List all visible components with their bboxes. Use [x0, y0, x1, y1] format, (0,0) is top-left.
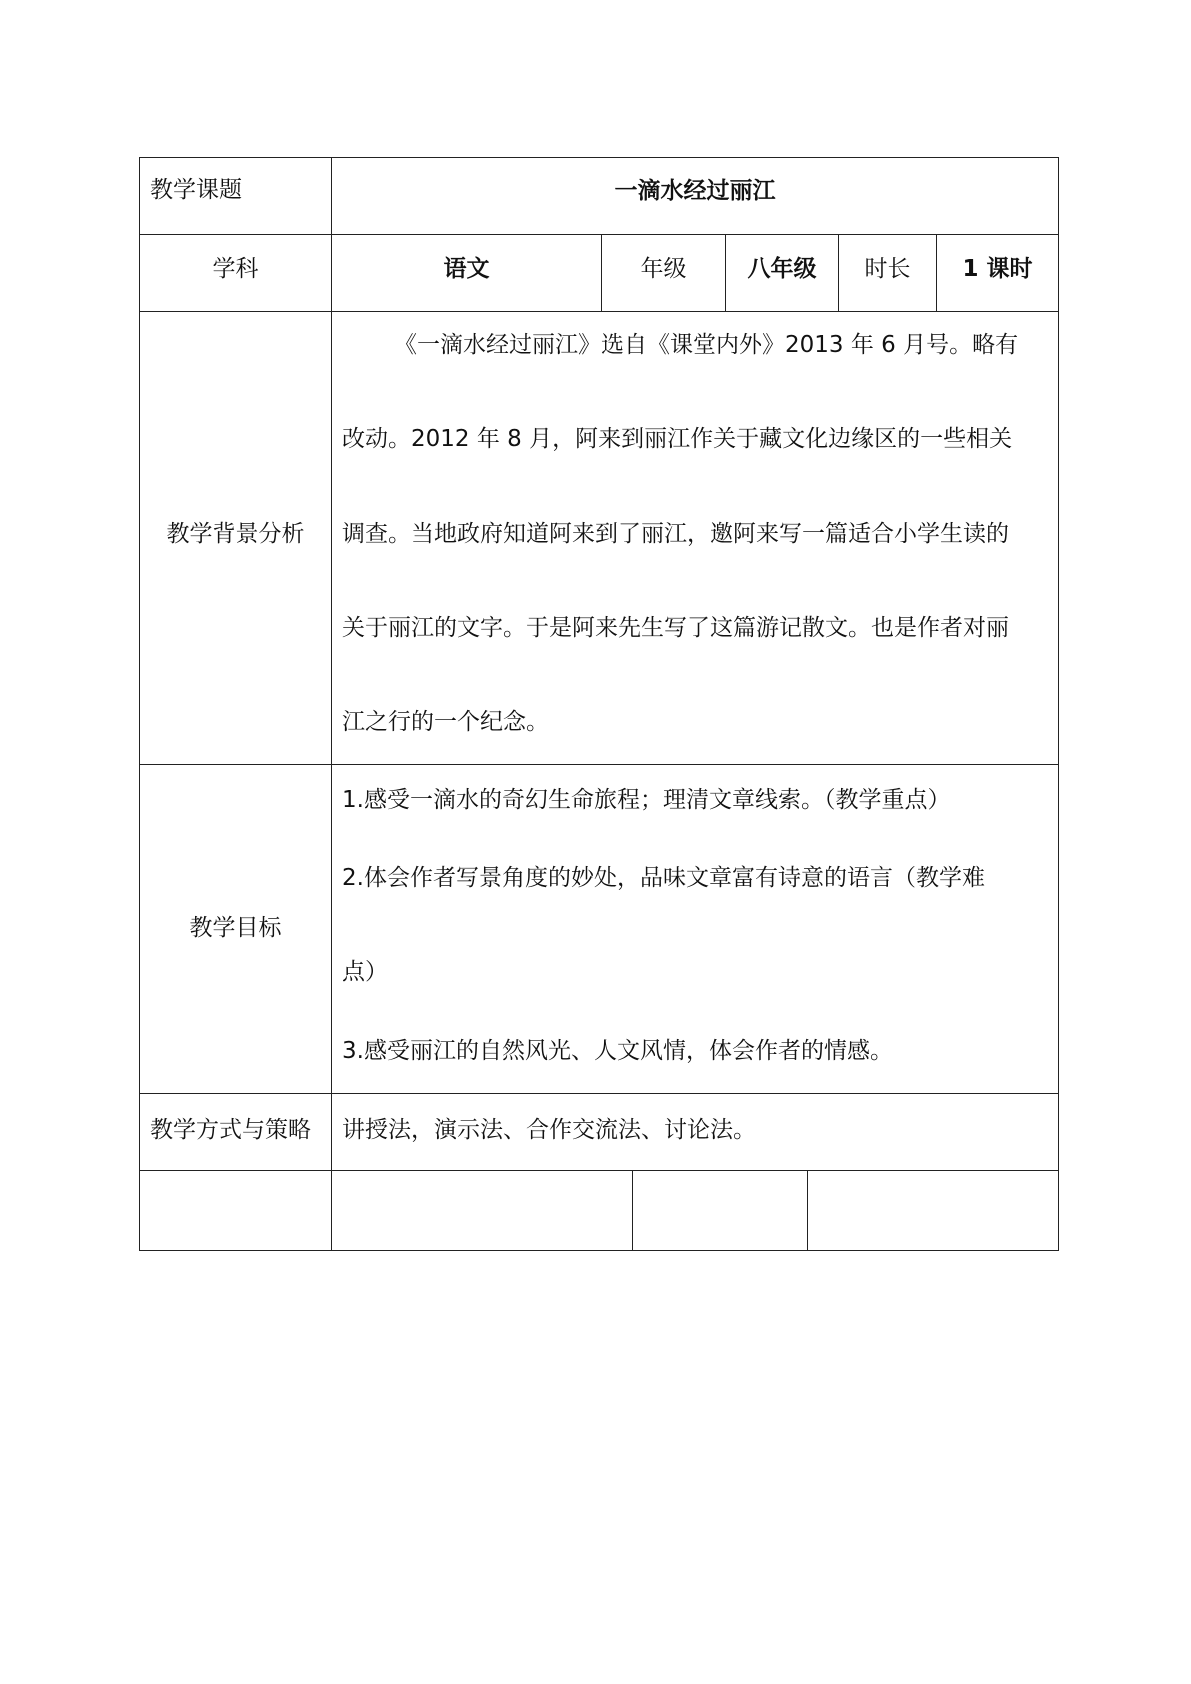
lesson-title: 一滴水经过丽江	[614, 178, 776, 204]
topic-label: 教学课题	[150, 177, 242, 203]
table-row-divider	[139, 311, 1059, 312]
empty-cell	[808, 1171, 1058, 1250]
teaching-goals-label: 教学目标	[189, 915, 282, 941]
background-text-line: 《一滴水经过丽江》选自《课堂内外》2013 年 6 月号。略有	[394, 332, 1019, 358]
background-text-line: 江之行的一个纪念。	[342, 709, 549, 735]
subject-label: 学科	[212, 256, 259, 282]
duration-value: 1 课时	[962, 256, 1033, 282]
goal-line: 3.感受丽江的自然风光、人文风情，体会作者的情感。	[342, 1038, 893, 1064]
grade-label: 年级	[640, 256, 687, 282]
goal-line: 2.体会作者写景角度的妙处，品味文章富有诗意的语言（教学难	[342, 865, 985, 891]
background-analysis-label: 教学背景分析	[166, 521, 305, 547]
table-border-left	[139, 157, 140, 1251]
methods-value: 讲授法，演示法、合作交流法、讨论法。	[342, 1117, 756, 1143]
background-text-line: 改动。2012 年 8 月，阿来到丽江作关于藏文化边缘区的一些相关	[342, 426, 1013, 452]
empty-cell	[140, 1171, 331, 1250]
table-row-divider	[139, 764, 1059, 765]
empty-cell	[633, 1171, 807, 1250]
table-col-divider	[331, 157, 332, 1251]
table-border-bottom	[139, 1250, 1059, 1251]
table-border-top	[139, 157, 1059, 158]
background-text-line: 调查。当地政府知道阿来到了丽江，邀阿来写一篇适合小学生读的	[342, 521, 1009, 547]
goal-line: 点）	[342, 959, 388, 985]
empty-cell	[332, 1171, 632, 1250]
methods-label: 教学方式与策略	[150, 1117, 311, 1143]
table-row-divider	[139, 234, 1059, 235]
table-row-divider	[139, 1093, 1059, 1094]
goal-line: 1.感受一滴水的奇幻生命旅程；理清文章线索。（教学重点）	[342, 787, 951, 813]
subject-value: 语文	[443, 256, 490, 282]
duration-label: 时长	[864, 256, 911, 282]
table-border-right	[1058, 157, 1059, 1251]
grade-value: 八年级	[747, 256, 817, 282]
background-text-line: 关于丽江的文字。于是阿来先生写了这篇游记散文。也是作者对丽	[342, 615, 1009, 641]
